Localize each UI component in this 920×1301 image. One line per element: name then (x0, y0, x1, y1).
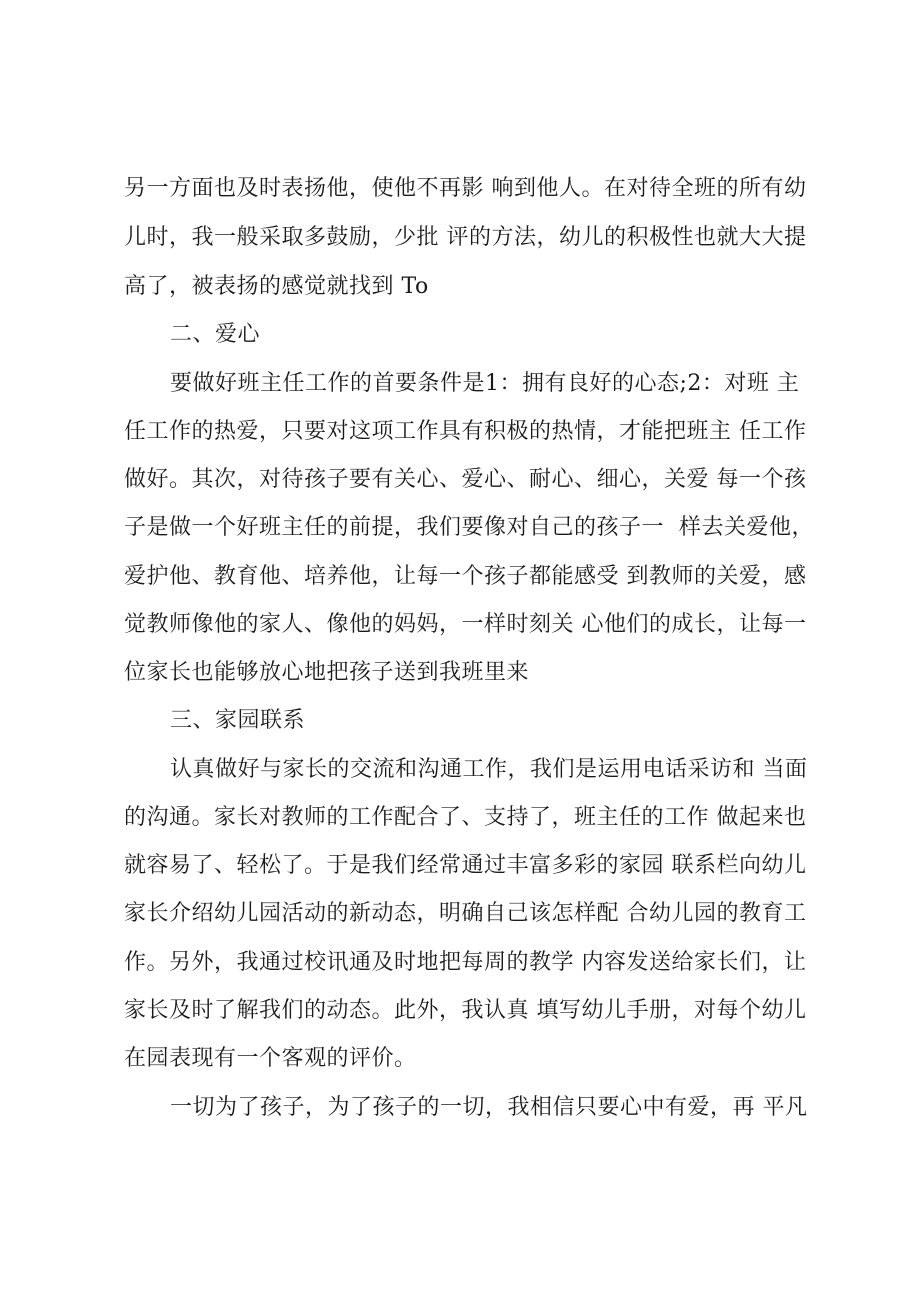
text-line: 儿时，我一般采取多鼓励，少批 评的方法，幼儿的积极性也就大大提 (124, 225, 807, 250)
text-line: 高了，被表扬的感觉就找到 To (124, 274, 429, 299)
text-line: 在园表现有一个客观的评价。 (124, 1046, 417, 1071)
text-line: 就容易了、轻松了。于是我们经常通过丰富多彩的家园 联系栏向幼儿 (124, 853, 807, 878)
text-line: 要做好班主任工作的首要条件是1：拥有良好的心态;2：对班 主 (170, 371, 800, 396)
text-line: 觉教师像他的家人、像他的妈妈，一样时刻关 心他们的成长，让每一 (124, 612, 807, 637)
section-heading: 二、爱心 (170, 322, 261, 347)
text-line: 子是做一个好班主任的前提，我们要像对自己的孩子一 样去关爱他， (124, 515, 814, 540)
text-line: 任工作的热爱，只要对这项工作具有积极的热情，才能把班主 任工作 (124, 419, 807, 444)
text-line: 做好。其次，对待孩子要有关心、爱心、耐心、细心，关爱 每一个孩 (124, 467, 807, 492)
text-line: 一切为了孩子，为了孩子的一切，我相信只要心中有爱，再 平凡 (170, 1095, 808, 1120)
section-heading: 三、家园联系 (170, 708, 306, 733)
text-line: 的沟通。家长对教师的工作配合了、支持了，班主任的工作 做起来也 (124, 805, 807, 830)
text-line: 位家长也能够放心地把孩子送到我班里来 (124, 660, 530, 685)
text-line: 爱护他、教育他、培养他，让每一个孩子都能感受 到教师的关爱，感 (124, 564, 807, 589)
text-line: 家长及时了解我们的动态。此外，我认真 填写幼儿手册，对每个幼儿 (124, 998, 807, 1023)
text-line: 作。另外，我通过校讯通及时地把每周的教学 内容发送给家长们，让 (124, 950, 807, 975)
text-line: 另一方面也及时表扬他，使他不再影 响到他人。在对待全班的所有幼 (124, 176, 807, 201)
text-line: 认真做好与家长的交流和沟通工作，我们是运用电话采访和 当面 (170, 757, 808, 782)
text-line: 家长介绍幼儿园活动的新动态，明确自己该怎样配 合幼儿园的教育工 (124, 901, 807, 926)
